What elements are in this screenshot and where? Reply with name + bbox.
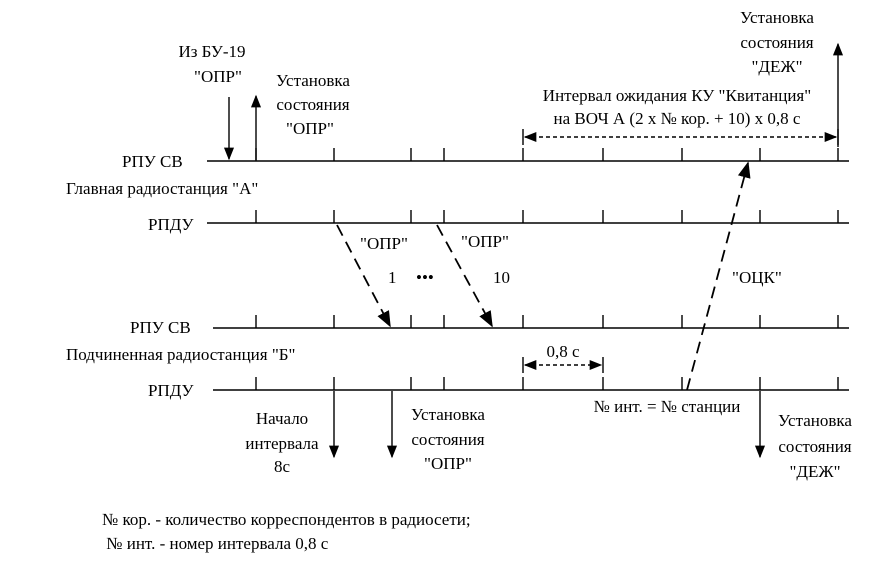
start-interval-line1: Начало (255, 409, 309, 428)
set-opr-top-line1: Установка (276, 71, 350, 90)
start-interval-line3: 8с (273, 457, 291, 476)
msg-opr-first: "ОПР" (360, 234, 408, 253)
main-rpu-ticks (256, 148, 838, 161)
main-rpdu-ticks (256, 210, 838, 223)
set-dezh-top-line2: состояния (740, 33, 814, 52)
wait-interval-line1: Интервал ожидания КУ "Квитанция" (542, 86, 812, 105)
set-dezh-top-line3: "ДЕЖ" (751, 57, 803, 76)
start-interval-line2: интервала (245, 434, 319, 453)
sub-rpu-ticks (256, 315, 838, 328)
set-dezh-bottom-line1: Установка (778, 411, 852, 430)
set-opr-top-line2: состояния (276, 95, 350, 114)
sub-rpdu-label: РПДУ (148, 381, 194, 400)
legend-line1: № кор. - количество корреспондентов в радиосети; (102, 510, 471, 529)
main-rpdu-label: РПДУ (148, 215, 194, 234)
set-dezh-bottom-line3: "ДЕЖ" (789, 462, 841, 481)
main-station-title: Главная радиостанция "А" (66, 179, 259, 198)
msg-opr-last: "ОПР" (461, 232, 509, 251)
set-opr-top-line3: "ОПР" (286, 119, 334, 138)
wait-interval-line2: на ВОЧ А (2 х № кор. + 10) х 0,8 с (553, 109, 801, 128)
interval-08-label: 0,8 с (546, 342, 580, 361)
msg-num-first: 1 (388, 268, 397, 287)
from-bu-line1: Из БУ-19 (178, 42, 246, 61)
legend-line2: № инт. - номер интервала 0,8 с (102, 534, 329, 553)
set-opr-bottom-line1: Установка (411, 405, 485, 424)
msg-num-last: 10 (493, 268, 510, 287)
main-rpu-label: РПУ СВ (122, 152, 183, 171)
set-dezh-top-line1: Установка (740, 8, 814, 27)
set-opr-bottom-line2: состояния (411, 430, 485, 449)
sub-rpdu-ticks (256, 377, 838, 390)
set-opr-bottom-line3: "ОПР" (424, 454, 472, 473)
sub-rpu-label: РПУ СВ (130, 318, 191, 337)
from-bu-line2: "ОПР" (194, 67, 242, 86)
msg-ellipsis: ••• (416, 268, 434, 287)
sub-station-title: Подчиненная радиостанция "Б" (66, 345, 296, 364)
set-dezh-bottom-line2: состояния (778, 437, 852, 456)
interval-eq-label: № инт. = № станции (593, 397, 741, 416)
msg-ock: "ОЦК" (732, 268, 782, 287)
